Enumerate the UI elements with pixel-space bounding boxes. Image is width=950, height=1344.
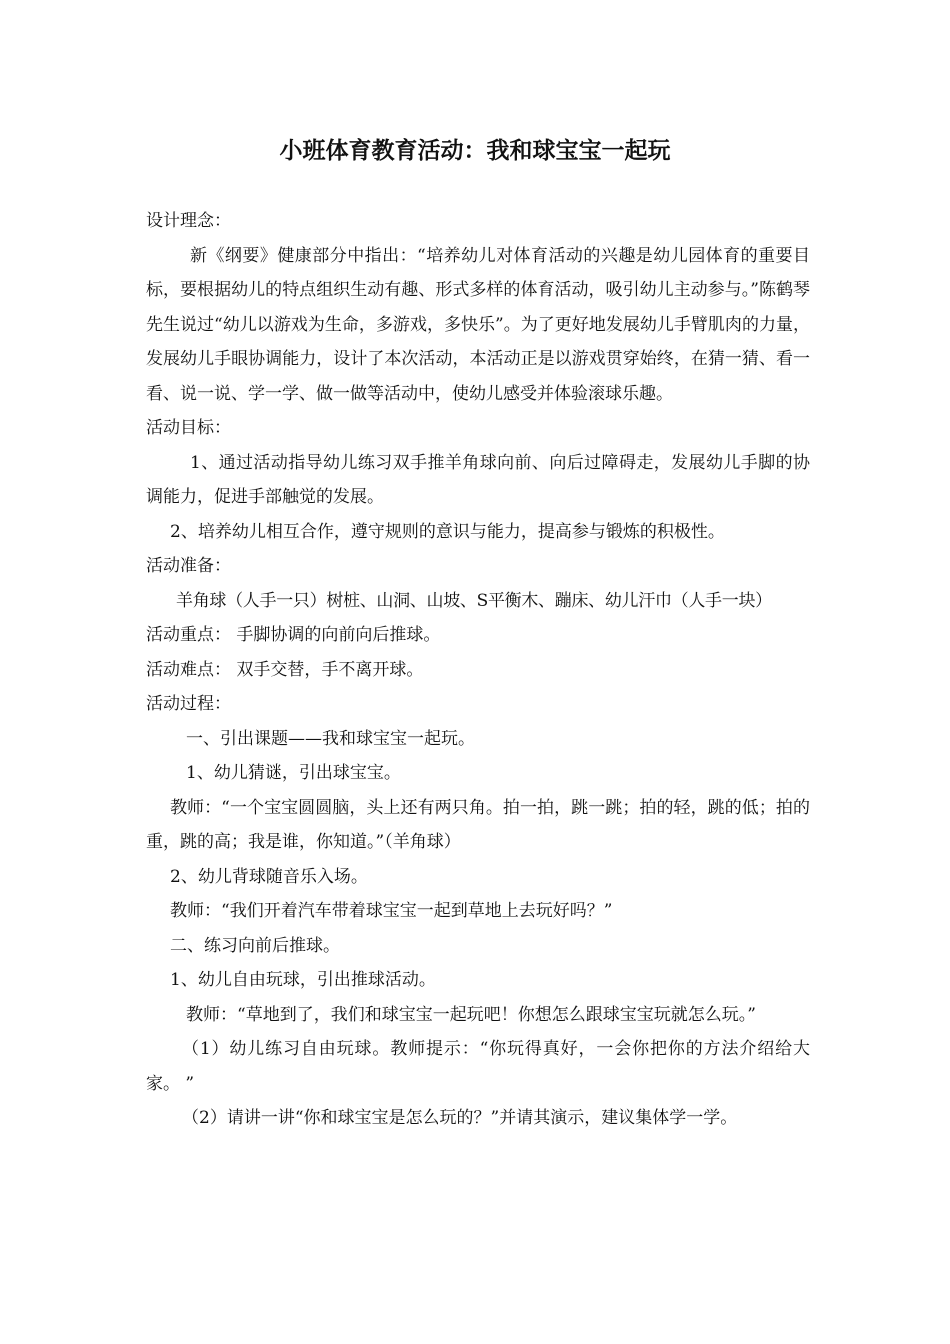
process-heading: 活动过程：	[146, 694, 231, 714]
step-2-1-a: （1）幼儿练习自由玩球。教师提示：“你玩得真好，一会你把你的方法介绍给大家。 ”	[146, 1039, 810, 1094]
step-1: 一、引出课题——我和球宝宝一起玩。	[186, 728, 475, 749]
step-1-2-teacher: 教师：“我们开着汽车带着球宝宝一起到草地上去玩好吗？”	[170, 901, 613, 921]
page-title: 小班体育教育活动：我和球宝宝一起玩	[279, 138, 671, 164]
step-2-1: 1、幼儿自由玩球，引出推球活动。	[170, 970, 436, 990]
step-2-1-teacher: 教师：“草地到了，我们和球宝宝一起玩吧！你想怎么跟球宝宝玩就怎么玩。”	[186, 1004, 756, 1025]
goal-item-1: 1、通过活动指导幼儿练习双手推羊角球向前、向后过障碍走，发展幼儿手脚的协调能力，促进手部触觉的发展。	[146, 452, 810, 507]
prep-heading: 活动准备：	[146, 556, 231, 576]
goals-heading: 活动目标：	[146, 418, 231, 438]
step-2: 二、练习向前后推球。	[170, 935, 340, 956]
step-1-2: 2、幼儿背球随音乐入场。	[170, 866, 368, 887]
design-paragraph: 新《纲要》健康部分中指出：“培养幼儿对体育活动的兴趣是幼儿园体育的重要目标，要根据幼儿的特点组织生动有趣、形式多样的体育活动，吸引幼儿主动参与。”陈鹤琴先生说过“幼儿以游戏为生命，多游戏，多快乐”。为了更好地发展幼儿手臂肌肉的力量，发展幼儿手眼协调能力，设计了本次活动，本活动正是以游戏贯穿始终，在猜一猜、看一看、说一说、学一学、做一做等活动中，使幼儿感受并体验滚球乐趣。	[146, 245, 810, 404]
prep-paragraph: 羊角球（人手一只）树桩、山洞、山坡、S平衡木、蹦床、幼儿汗巾（人手一块）	[176, 590, 772, 611]
step-1-1: 1、幼儿猜谜，引出球宝宝。	[186, 763, 401, 783]
difficulty: 活动难点： 双手交替，手不离开球。	[146, 659, 424, 680]
goal-item-2: 2、培养幼儿相互合作，遵守规则的意识与能力，提高参与锻炼的积极性。	[170, 521, 725, 542]
step-1-1-teacher: 教师：“一个宝宝圆圆脑，头上还有两只角。拍一拍，跳一跳；拍的轻，跳的低；拍的重，跳的高；我是谁，你知道。”（羊角球）	[146, 797, 810, 852]
document-body	[146, 204, 810, 1136]
key-point: 活动重点： 手脚协调的向前向后推球。	[146, 625, 441, 645]
step-2-1-b: （2）请讲一讲“你和球宝宝是怎么玩的？”并请其演示，建议集体学一学。	[182, 1108, 738, 1128]
design-heading: 设计理念：	[146, 211, 231, 231]
